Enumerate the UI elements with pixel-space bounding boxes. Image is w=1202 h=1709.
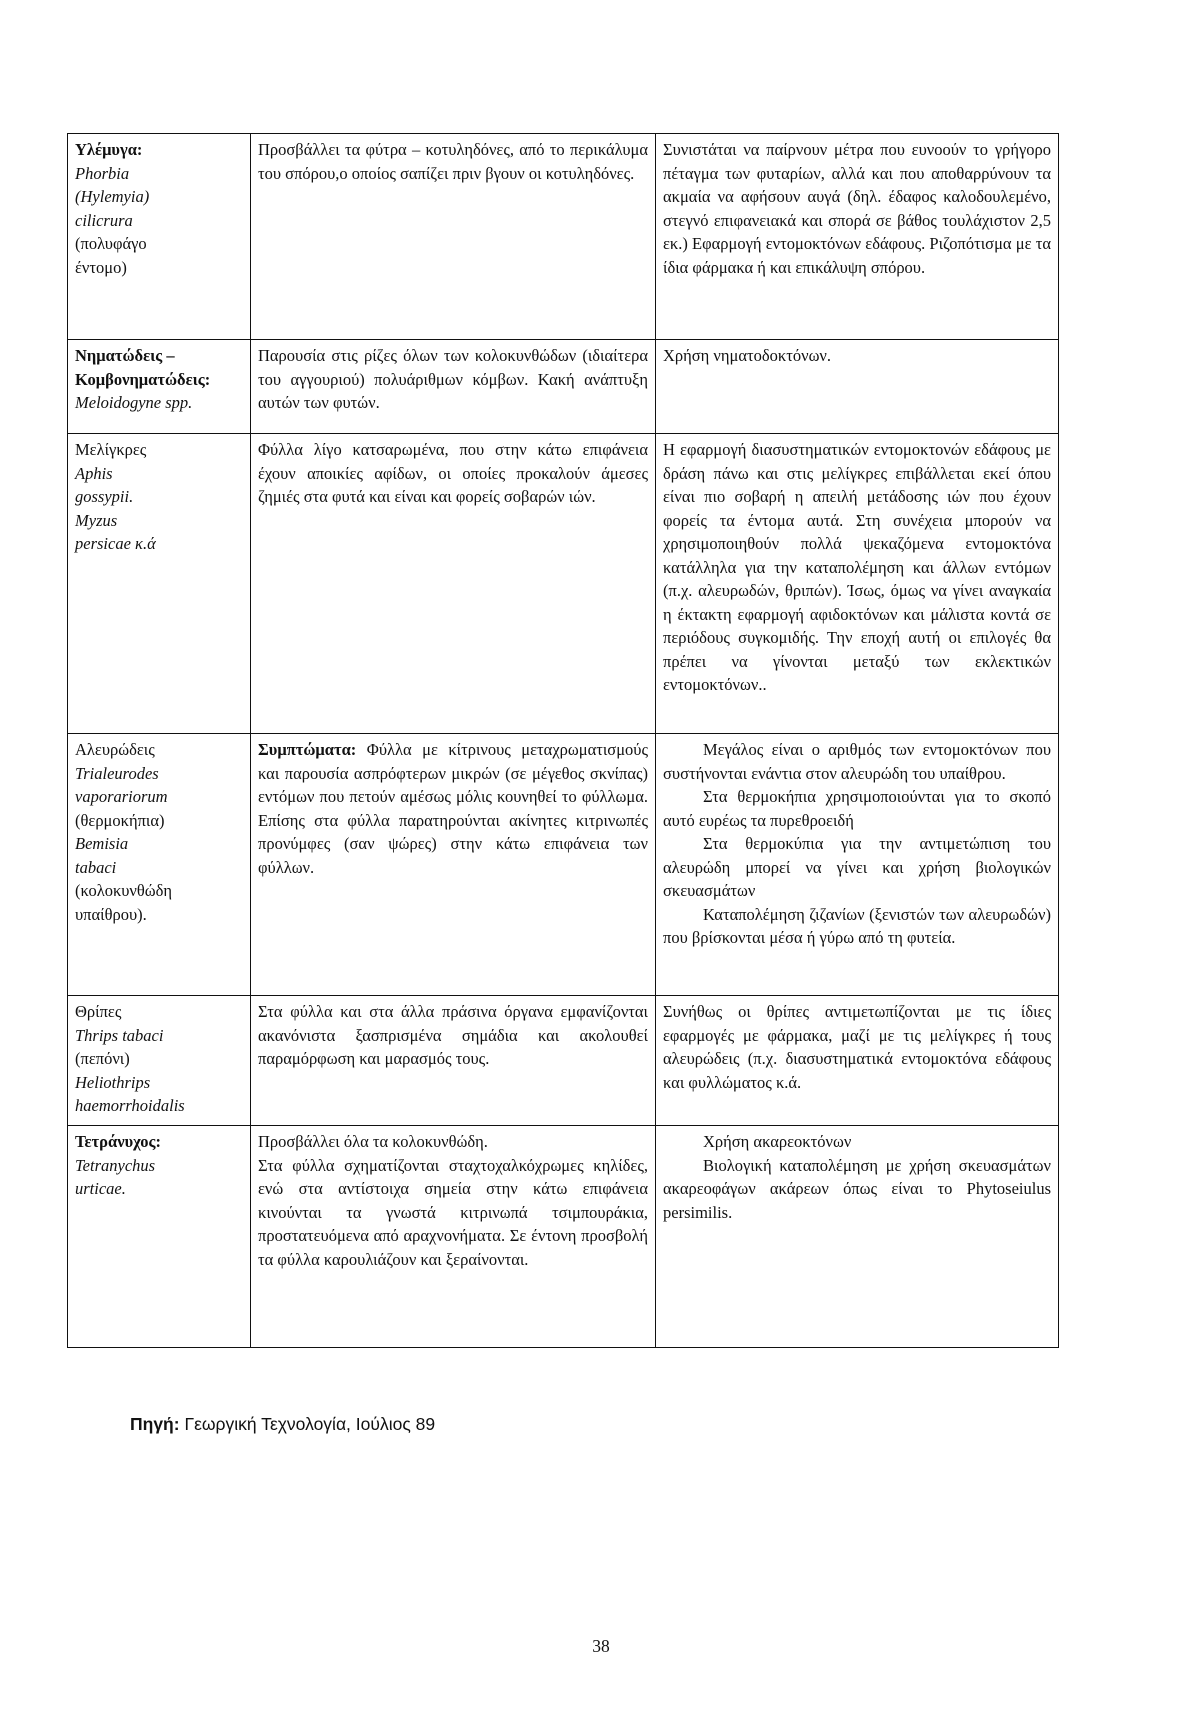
pest-cell (68, 134, 251, 340)
pest-scientific-name: (Hylemyia) (75, 187, 150, 206)
pest-scientific-name: Aphis (75, 463, 113, 483)
control-text: Η εφαρμογή διασυστηματικών εντομοκτονών εδάφους με δράση πάνω και στις μελίγκρες επιβάλλεται εκεί όπου είναι πιο σοβαρή η απειλή μετάδοσης ιών που έχουν φορείς τα έντομα αυτά. Στη συνέχεια μπορούν να χρησιμοποιηθούν πολλά ψεκαζόμενα εντομοκτόνα κατάλληλα για την καταπολέμηση και άλλων εντόμων (π.χ. αλευρωδών, θριπών). Ίσως, όμως να γίνει αναγκαία η έκτακτη εφαρμογή αφιδοκτόνων και μάλιστα κοντά σε περιόδους συγκομιδής. Την εποχή αυτή οι επιλογές θα πρέπει να γίνονται μεταξύ των εκλεκτικών εντομοκτόνων.. (663, 440, 1051, 694)
control-text: Συνήθως οι θρίπες αντιμετωπίζονται με τις ίδιες εφαρμογές με φάρμακα, μαζί με τις μελίγκρες ή τους αλευρώδεις (π.χ. διασυστηματικά εντομοκτόνα εδάφους και φυλλώματος κ.ά. (663, 1002, 1051, 1092)
pest-note: έντομο) (75, 257, 127, 277)
source-citation (130, 1414, 435, 1435)
pest-cell (68, 434, 251, 734)
pest-scientific-name: tabaci (75, 857, 117, 877)
symptoms-cell (251, 1126, 656, 1348)
pest-scientific-name: gossypii. (75, 487, 134, 506)
control-text: Βιολογική καταπολέμηση με χρήση σκευασμάτων ακαρεοφάγων ακάρεων όπως είναι το Phytoseiulus persimilis. (663, 1155, 1051, 1222)
pest-cell (68, 1126, 251, 1348)
control-cell (656, 734, 1059, 996)
source-label: Πηγή: (130, 1414, 180, 1434)
table-row (68, 996, 1059, 1126)
symptoms-text: Προσβάλλει τα φύτρα – κοτυληδόνες, από το περικάλυμα του σπόρου,ο οποίος σαπίζει πριν βγουν οι κοτυληδόνες. (258, 140, 648, 183)
table-row (68, 734, 1059, 996)
pest-cell (68, 996, 251, 1126)
control-text: Καταπολέμηση ζιζανίων (ξενιστών των αλευρωδών) που βρίσκονται μέσα ή γύρω από τη φυτεία. (663, 904, 1051, 947)
symptoms-cell (251, 134, 656, 340)
control-cell (656, 434, 1059, 734)
pest-name: Νηματώδεις – Κομβονηματώδεις: (75, 346, 211, 389)
pest-scientific-name: Meloidogyne spp. (75, 393, 193, 412)
pest-name: Μελίγκρες (75, 440, 147, 459)
pest-name: Αλευρώδεις (75, 740, 155, 759)
symptoms-cell (251, 340, 656, 434)
pest-scientific-name: Trialeurodes (75, 763, 159, 783)
control-text: Μεγάλος είναι ο αριθμός των εντομοκτόνων που συστήνονται ενάντια στον αλευρώδη του υπαίθρου. (663, 740, 1051, 783)
pest-name: Θρίπες (75, 1002, 122, 1021)
symptoms-text: Προσβάλλει όλα τα κολοκυνθώδη. (258, 1132, 488, 1151)
symptoms-cell (251, 996, 656, 1126)
symptoms-cell (251, 734, 656, 996)
pest-scientific-name: persicae κ.ά (75, 534, 156, 553)
symptoms-cell (251, 434, 656, 734)
pest-scientific-name: Tetranychus (75, 1155, 156, 1175)
pest-note: (πεπόνι) (75, 1049, 130, 1068)
pest-scientific-name: cilicrura (75, 210, 133, 230)
symptoms-text: Φύλλα με κίτρινους μεταχρωματισμούς και παρουσία ασπρόφτερων μικρών (σε μέγεθος σκνίπας) εντόμων που πετούν αμέσως μόλις κουνηθεί το φύλλωμα. Επίσης στα φύλλα παρατηρούνται ακίνητες κιτρινωπές προνύμφες (σαν ψώρες) στην κάτω επιφάνεια των φύλλων. (258, 740, 648, 877)
pest-scientific-name: Bemisia (75, 834, 129, 853)
symptoms-label: Συμπτώματα: (258, 740, 357, 759)
symptoms-text: Στα φύλλα σχηματίζονται σταχτοχαλκόχρωμες κηλίδες, ενώ στα αντίστοιχα σημεία στην κάτω επιφάνεια κινούνται τα γνωστά κιτρινωπά τσιμπουράκια, προστατευόμενα από αραχνονήματα. Σε έντονη προσβολή τα φύλλα καρουλιάζουν και ξεραίνονται. (258, 1155, 648, 1269)
pest-name: Τετράνυχος: (75, 1132, 161, 1151)
pest-cell (68, 340, 251, 434)
control-cell (656, 340, 1059, 434)
pest-scientific-name: Thrips tabaci (75, 1025, 164, 1045)
table-row (68, 134, 1059, 340)
control-text: Στα θερμοκύπια για την αντιμετώπιση του αλευρώδη μπορεί να γίνει και χρήση βιολογικών σκευασμάτων (663, 834, 1051, 900)
table-row (68, 1126, 1059, 1348)
control-text: Χρήση ακαρεοκτόνων (703, 1132, 852, 1151)
control-cell (656, 996, 1059, 1126)
pest-cell (68, 734, 251, 996)
control-text: Χρήση νηματοδοκτόνων. (663, 346, 832, 365)
control-cell (656, 1126, 1059, 1348)
control-text: Στα θερμοκήπια χρησιμοποιούνται για το σκοπό αυτό ευρέως τα πυρεθροειδή (663, 787, 1051, 830)
pest-control-table (67, 133, 1059, 1348)
symptoms-text: Φύλλα λίγο κατσαρωμένα, που στην κάτω επιφάνεια έχουν αποικίες αφίδων, οι οποίες προκαλούν άμεσες ζημιές στα φυτά και είναι και φορείς σοβαρών ιών. (258, 440, 648, 506)
pest-note: (κολοκυνθώδη υπαίθρου). (75, 881, 173, 924)
pest-scientific-name: haemorrhoidalis (75, 1096, 185, 1115)
control-text: Συνιστάται να παίρνουν μέτρα που ευνοούν το γρήγορο πέταγμα των φυταρίων, αλλά και που αποθαρρύνουν τα ακμαία να αφήσουν αυγά (δηλ. έδαφος καλοδουλεμένο, στεγνό επιφανειακά και σπορά σε βάθος τουλάχιστον 2,5 εκ.) Εφαρμογή εντομοκτόνων εδάφους. Ριζοπότισμα με τα ίδια φάρμακα ή και επικάλυψη σπόρου. (663, 140, 1051, 277)
table-row (68, 434, 1059, 734)
pest-note: (θερμοκήπια) (75, 810, 165, 830)
symptoms-text: Στα φύλλα και στα άλλα πράσινα όργανα εμφανίζονται ακανόνιστα ξασπρισμένα σημάδια και ακολουθεί παραμόρφωση και μαρασμός τους. (258, 1002, 648, 1068)
control-cell (656, 134, 1059, 340)
pest-scientific-name: Heliothrips (75, 1072, 151, 1092)
pest-name: Υλέμυγα: (75, 140, 143, 159)
page-number: 38 (592, 1636, 610, 1656)
pest-scientific-name: vaporariorum (75, 787, 168, 806)
pest-scientific-name: Phorbia (75, 163, 130, 183)
source-text: Γεωργική Τεχνολογία, Ιούλιος 89 (184, 1414, 436, 1434)
symptoms-text: Παρουσία στις ρίζες όλων των κολοκυνθώδων (ιδιαίτερα του αγγουριού) πολυάριθμων κόμβων. Κακή ανάπτυξη αυτών των φυτών. (258, 346, 648, 412)
pest-scientific-name: urticae. (75, 1179, 126, 1198)
pest-scientific-name: Myzus (75, 510, 118, 530)
pest-note: (πολυφάγο (75, 234, 147, 253)
table-row (68, 340, 1059, 434)
